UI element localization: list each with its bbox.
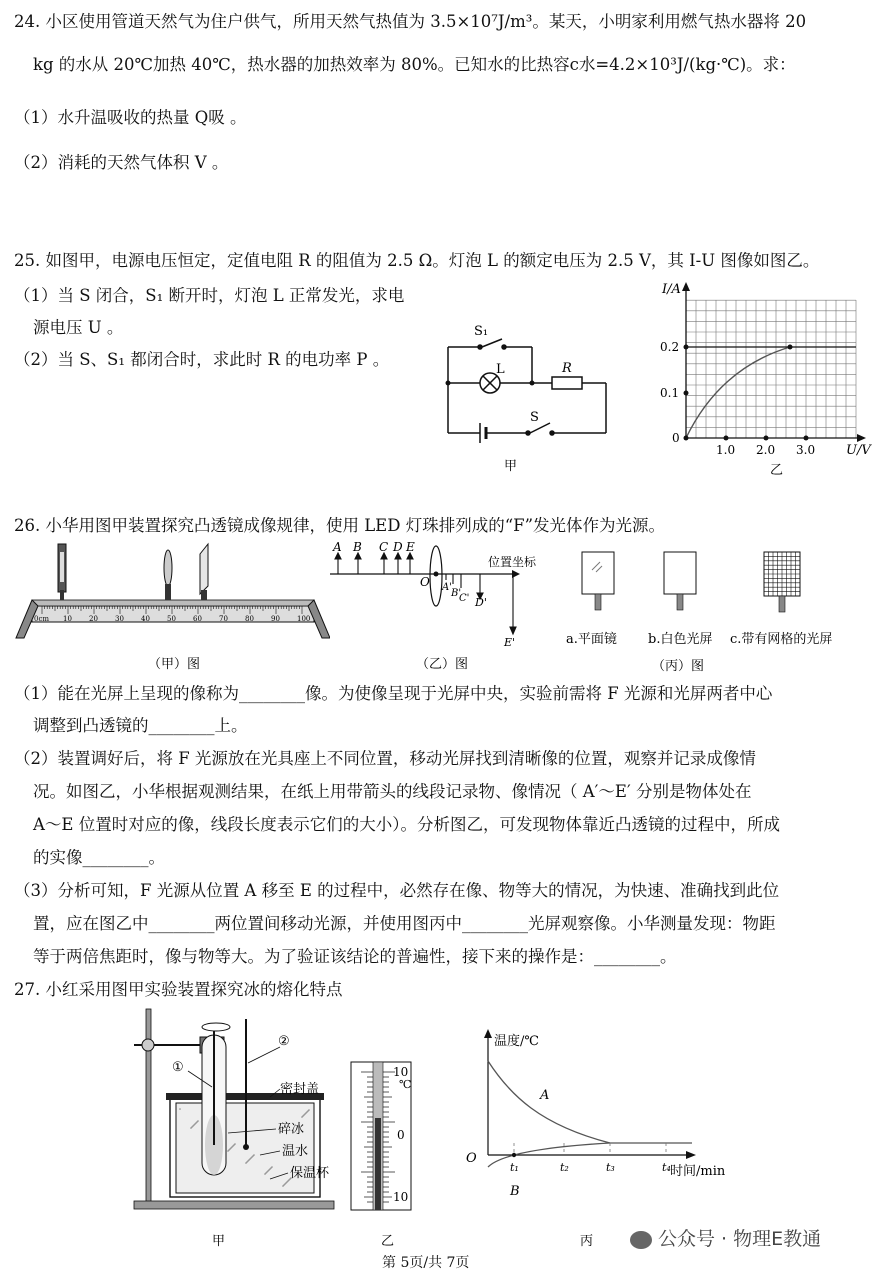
scale-label-40: 40 bbox=[141, 615, 150, 623]
label-r: R bbox=[562, 361, 572, 376]
q24-sub1: （1）水升温吸收的热量 Q吸 。 bbox=[14, 108, 247, 127]
label-ice: 碎冰 bbox=[278, 1122, 305, 1137]
axis-position-label: 位置坐标 bbox=[488, 555, 537, 569]
scale-label-70: 70 bbox=[219, 615, 228, 623]
q26-p2a: （2）装置调好后，将 F 光源放在光具座上不同位置，移动光屏找到清晰像的位置，观察并记录成像情 bbox=[14, 749, 756, 768]
q25-sub1b: 源电压 U 。 bbox=[33, 318, 124, 337]
q25-sub1a: （1）当 S 闭合，S₁ 断开时，灯泡 L 正常发光，求电 bbox=[14, 286, 405, 305]
image-positions-diagram bbox=[328, 538, 560, 673]
label-water: 温水 bbox=[282, 1144, 309, 1159]
fig-27-jia-caption: 甲 bbox=[212, 1234, 226, 1249]
obj-e: E bbox=[406, 540, 415, 554]
q25-line1: 25. 如图甲，电源电压恒定，定值电阻 R 的阻值为 2.5 Ω。灯泡 L 的额定电压为 2.5 V，其 I-U 图像如图乙。 bbox=[14, 251, 820, 270]
thermo-unit: ℃ bbox=[399, 1078, 412, 1091]
q26-p1a: （1）能在光屏上呈现的像称为________像。为使像呈现于光屏中央，实验前需将 F 光源和光屏两者中心 bbox=[14, 684, 773, 703]
origin-o: O bbox=[420, 575, 430, 589]
iu-graph bbox=[650, 278, 882, 478]
thermo-top: 10 bbox=[393, 1065, 409, 1079]
q26-p3c: 等于两倍焦距时，像与物等大。为了验证该结论的普遍性，接下来的操作是：________。 bbox=[33, 947, 677, 966]
screen-a-label: a.平面镜 bbox=[566, 632, 617, 647]
img-d: D' bbox=[475, 596, 487, 609]
fig-jia-caption: （甲）图 bbox=[148, 657, 201, 672]
q24-line1: 24. 小区使用管道天然气为住户供气，所用天然气热值为 3.5×10⁷J/m³。某天，小明家利用燃气热水器将 20 bbox=[14, 12, 807, 31]
scale-label-100: 100 bbox=[297, 615, 311, 623]
fig-27-yi-caption: 乙 bbox=[381, 1234, 395, 1249]
page-number: 第 5页/共 7页 bbox=[382, 1255, 470, 1271]
q26-p2d: 的实像________。 bbox=[33, 848, 165, 867]
q26-p3b: 置，应在图乙中________两位置间移动光源，并使用图丙中________光屏观察像。小华测量发现：物距 bbox=[33, 914, 776, 933]
q27-line1: 27. 小红采用图甲实验装置探究冰的熔化特点 bbox=[14, 980, 343, 999]
q26-p1b: 调整到凸透镜的________上。 bbox=[33, 716, 248, 735]
screen-b-label: b.白色光屏 bbox=[648, 632, 713, 647]
q26-line1: 26. 小华用图甲装置探究凸透镜成像规律，使用 LED 灯珠排列成的“F”发光体作为光源。 bbox=[14, 516, 666, 535]
img-e: E' bbox=[504, 636, 516, 649]
graph27-origin: O bbox=[466, 1151, 477, 1166]
circuit-caption: 甲 bbox=[504, 459, 518, 474]
obj-b: B bbox=[353, 540, 362, 554]
graph27-ylabel: 温度/℃ bbox=[494, 1034, 539, 1049]
label-lid: 密封盖 bbox=[280, 1082, 320, 1097]
q26-p2c: A～E 位置时对应的像，线段长度表示它们的大小）。分析图乙，可发现物体靠近凸透镜的过程中，所成 bbox=[33, 815, 780, 834]
q25-sub2: （2）当 S、S₁ 都闭合时，求此时 R 的电功率 P 。 bbox=[14, 350, 390, 369]
scale-label-10: 10 bbox=[63, 615, 72, 623]
scale-label-20: 20 bbox=[89, 615, 98, 623]
ytick-0: 0 bbox=[672, 431, 680, 445]
t4: t₄ bbox=[662, 1161, 671, 1174]
scale-0cm: 0cm bbox=[34, 615, 50, 623]
scale-label-30: 30 bbox=[115, 615, 124, 623]
q24-line2: kg 的水从 20℃加热 40℃，热水器的加热效率为 80%。已知水的比热容c水=4.2×10³J/(kg·℃)。求： bbox=[33, 55, 796, 74]
scale-label-50: 50 bbox=[167, 615, 176, 623]
fig-yi-caption: （乙）图 bbox=[416, 657, 469, 672]
ytick-0.2: 0.2 bbox=[660, 340, 680, 354]
graph27-xlabel: 时间/min bbox=[670, 1164, 726, 1179]
circuit-diagram bbox=[440, 315, 620, 475]
ytick-0.1: 0.1 bbox=[660, 386, 680, 400]
label-l: L bbox=[496, 362, 505, 377]
wechat-icon bbox=[630, 1231, 652, 1249]
t3: t₃ bbox=[606, 1161, 615, 1174]
curve-a: A bbox=[540, 1088, 550, 1103]
obj-d: D bbox=[393, 540, 403, 554]
thermo-bottom: 10 bbox=[393, 1190, 409, 1204]
label-cup: 保温杯 bbox=[290, 1166, 330, 1181]
label-s: S bbox=[530, 410, 539, 425]
xtick-3: 3.0 bbox=[796, 443, 816, 457]
fig-27-bing-caption: 丙 bbox=[580, 1234, 594, 1249]
obj-a: A bbox=[333, 540, 342, 554]
t1: t₁ bbox=[510, 1161, 519, 1174]
img-c: C' bbox=[459, 593, 470, 604]
melting-apparatus bbox=[130, 1005, 345, 1253]
label-n2: ② bbox=[278, 1034, 290, 1049]
label-s1: S₁ bbox=[474, 324, 489, 339]
optical-bench bbox=[10, 538, 330, 673]
scale-label-80: 80 bbox=[245, 615, 254, 623]
graph-xlabel: U/V bbox=[846, 443, 871, 458]
graph-caption: 乙 bbox=[770, 463, 784, 478]
xtick-1: 1.0 bbox=[716, 443, 736, 457]
watermark bbox=[630, 1230, 821, 1249]
scale-label-60: 60 bbox=[193, 615, 202, 623]
fig-bing-caption: （丙）图 bbox=[652, 659, 705, 673]
q24-sub2: （2）消耗的天然气体积 V 。 bbox=[14, 153, 229, 172]
thermo-zero: 0 bbox=[397, 1128, 405, 1142]
obj-c: C bbox=[379, 540, 389, 554]
img-b: B' bbox=[451, 588, 462, 599]
watermark-text: 公众号 · 物理E教通 bbox=[658, 1228, 822, 1250]
screen-options bbox=[560, 546, 885, 673]
xtick-2: 2.0 bbox=[756, 443, 776, 457]
thermometer-scale bbox=[345, 1058, 435, 1253]
label-n1: ① bbox=[172, 1060, 184, 1075]
q26-p2b: 况。如图乙，小华根据观测结果，在纸上用带箭头的线段记录物、像情况（ A′～E′ 分别是物体处在 bbox=[33, 782, 752, 801]
t2: t₂ bbox=[560, 1161, 569, 1174]
temp-time-graph bbox=[460, 1025, 750, 1253]
graph-ylabel: I/A bbox=[662, 282, 681, 297]
q26-p3a: （3）分析可知，F 光源从位置 A 移至 E 的过程中，必然存在像、物等大的情况，为快速、准确找到此位 bbox=[14, 881, 780, 900]
scale-label-90: 90 bbox=[271, 615, 280, 623]
img-a: A' bbox=[442, 582, 452, 593]
screen-c-label: c.带有网格的光屏 bbox=[730, 632, 833, 647]
curve-b: B bbox=[510, 1184, 520, 1199]
